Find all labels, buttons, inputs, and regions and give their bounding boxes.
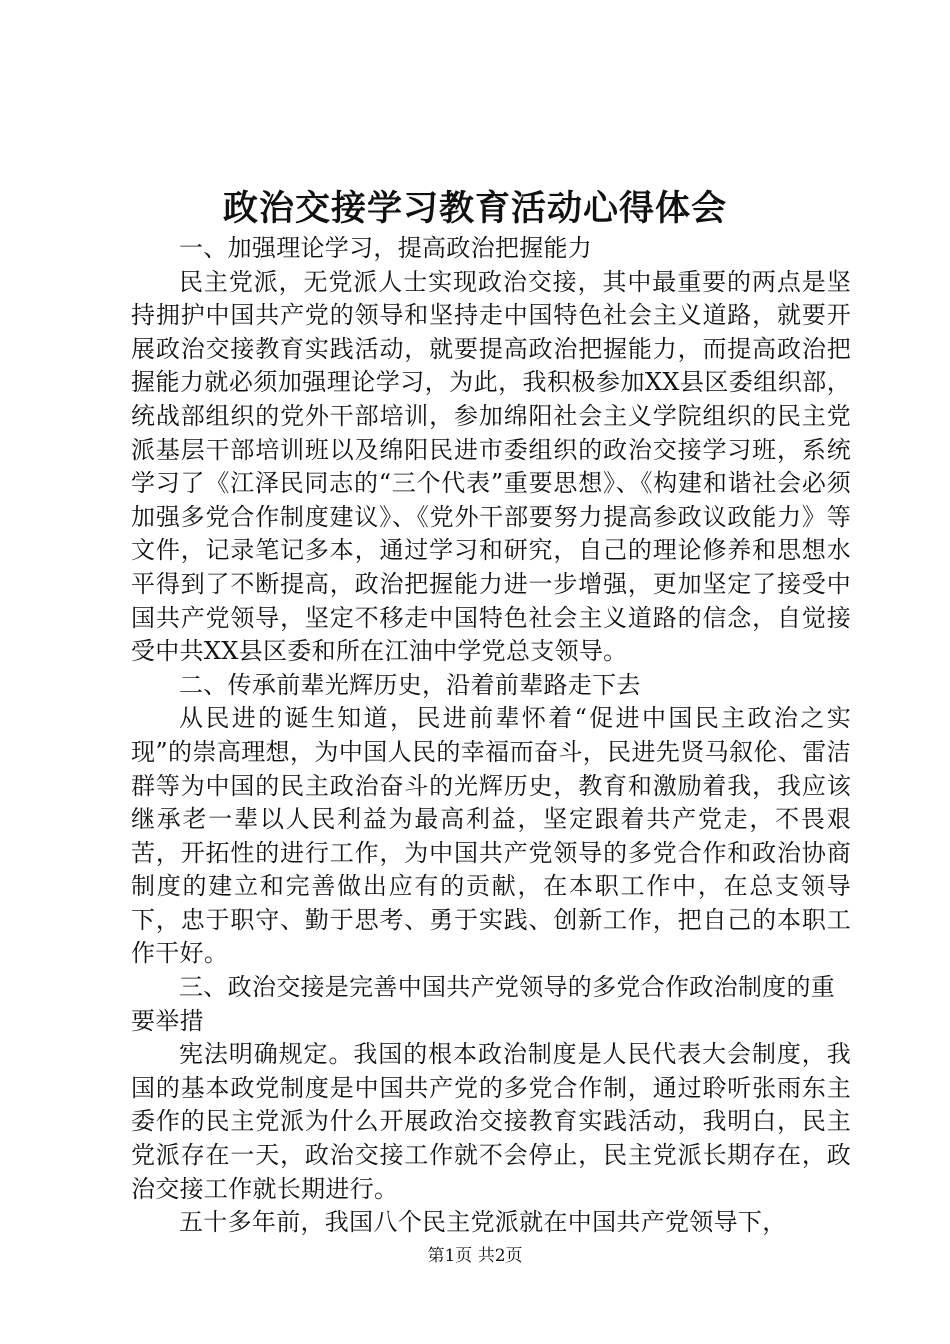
page-title: 政治交接学习教育活动心得体会: [222, 188, 727, 229]
section-heading-1: 一、加强理论学习，提高政治把握能力: [179, 234, 593, 262]
document-body: [131, 232, 851, 1240]
paragraph-3: 宪法明确规定。我国的根本政治制度是人民代表大会制度，我国的基本政党制度是中国共产党的多党合作制，通过聆听张雨东主委作的民主党派为什么开展政治交接教育实践活动，我明白，民主党派存在一天，政治交接工作就不会停止，民主党派长期存在，政治交接工作就长期进行。: [131, 1040, 851, 1203]
paragraph-4: 五十多年前，我国八个民主党派就在中国共产党领导下，: [179, 1208, 787, 1237]
paragraph-1: 民主党派，无党派人士实现政治交接，其中最重要的两点是坚持拥护中国共产党的领导和坚持走中国特色社会主义道路，就要开展政治交接教育实践活动，就要提高政治把握能力，而提高政治把握能力就必须加强理论学习，为此，我积极参加XX县区委组织部，统战部组织的党外干部培训，参加绵阳社会主义学院组织的民主党派基层干部培训班以及绵阳民进市委组织的政治交接学习班，系统学习了《江泽民同志的“三个代表”重要思想》、《构建和谐社会必须加强多党合作制度建议》、《党外干部要努力提高参政议政能力》等文件，记录笔记多本，通过学习和研究，自己的理论修养和思想水平得到了不断提高，政治把握能力进一步增强，更加坚定了接受中国共产党领导，坚定不移走中国特色社会主义道路的信念，自觉接受中共XX县区委和所在江油中学党总支领导。: [131, 267, 851, 666]
section-heading-3: 三、政治交接是完善中国共产党领导的多党合作政治制度的重要举措: [131, 973, 836, 1035]
paragraph-2: 从民进的诞生知道，民进前辈怀着“促进中国民主政治之实现”的崇高理想，为中国人民的幸福而奋斗，民进先贤马叙伦、雷洁群等为中国的民主政治奋斗的光辉历史，教育和激励着我，我应该继承老一辈以人民利益为最高利益，坚定跟着共产党走，不畏艰苦，开拓性的进行工作，为中国共产党领导的多党合作和政治协商制度的建立和完善做出应有的贡献，在本职工作中，在总支领导下，忠于职守、勤于思考、勇于实践、创新工作，把自己的本职工作干好。: [131, 704, 851, 968]
page-footer: 第1页 共2页: [427, 1246, 523, 1266]
section-heading-2: 二、传承前辈光辉历史，沿着前辈路走下去: [179, 670, 641, 699]
